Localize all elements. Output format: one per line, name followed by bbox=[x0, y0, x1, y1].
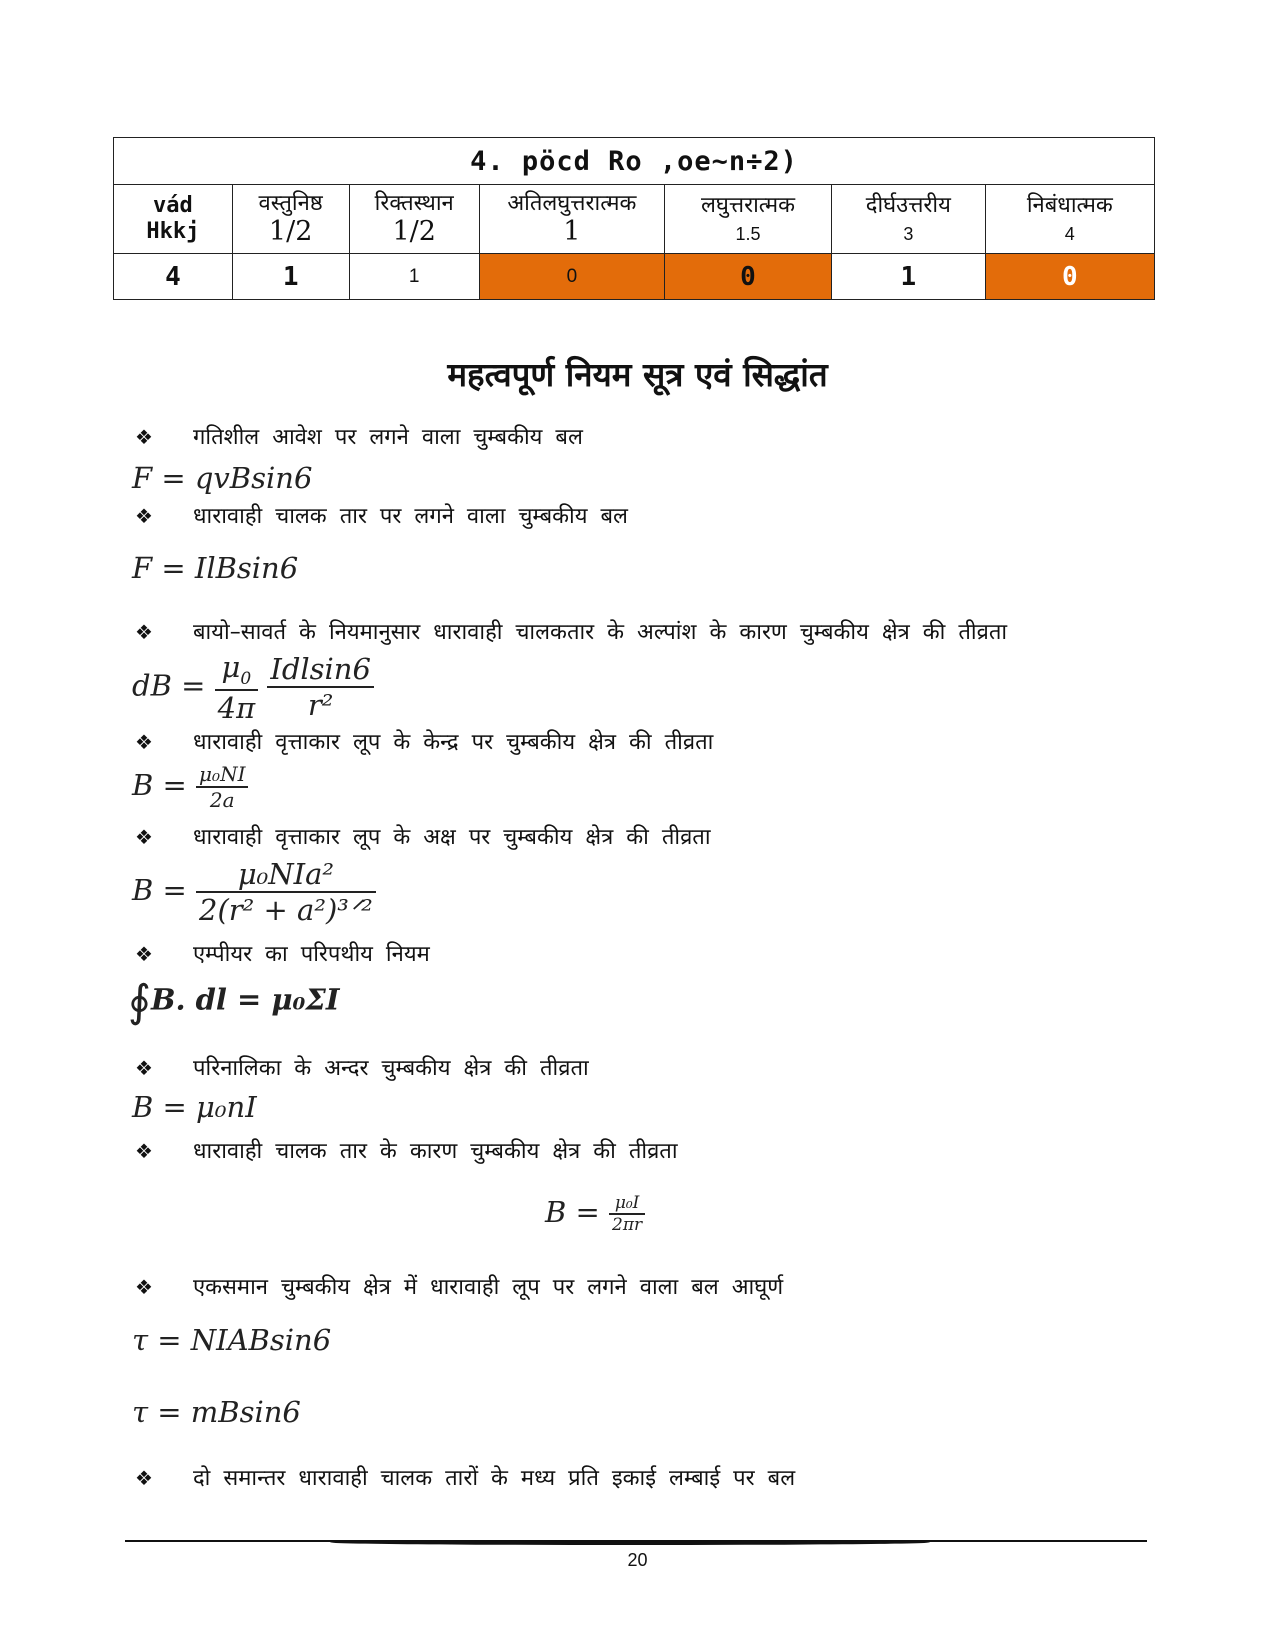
bullet-text: एकसमान चुम्बकीय क्षेत्र में धारावाही लूप पर लगने वाला बल आघूर्ण bbox=[193, 1275, 784, 1300]
header-name: दीर्घउत्तरीय bbox=[865, 193, 951, 218]
value-total: 4 bbox=[114, 254, 233, 300]
eq-denominator: 2(r² + a²)³ᐟ² bbox=[199, 893, 373, 927]
eq-mu: μ bbox=[221, 650, 241, 684]
header-short bbox=[664, 185, 831, 254]
bullet-text: धारावाही वृत्ताकार लूप के अक्ष पर चुम्बकीय क्षेत्र की तीव्रता bbox=[193, 825, 711, 850]
footer-rule-thick bbox=[330, 1540, 930, 1545]
equation-torque-area: τ = NIABsin6 bbox=[132, 1323, 332, 1357]
marks-distribution-table bbox=[113, 137, 1155, 300]
eq-mu-subscript: 0 bbox=[240, 668, 252, 689]
header-objective bbox=[232, 185, 349, 254]
bullet-icon: ❖ bbox=[135, 1139, 153, 1163]
eq-denominator: 4π bbox=[217, 690, 256, 725]
header-name: अतिलघुत्तरात्मक bbox=[507, 190, 637, 216]
equation-straight-wire bbox=[545, 1193, 645, 1235]
header-name: निबंधात्मक bbox=[1026, 193, 1113, 218]
header-total-marks bbox=[114, 185, 233, 254]
header-marks: 1 bbox=[563, 216, 581, 248]
header-name: रिक्तस्थान bbox=[374, 190, 454, 216]
eq-numerator: Idlsin6 bbox=[267, 652, 374, 688]
bullet-text: धारावाही चालक तार पर लगने वाला चुम्बकीय बल bbox=[193, 504, 628, 529]
bullet-item bbox=[135, 938, 430, 968]
bullet-text: धारावाही चालक तार के कारण चुम्बकीय क्षेत्र की तीव्रता bbox=[193, 1139, 678, 1164]
value-long: 1 bbox=[832, 254, 986, 300]
header-name: वस्तुनिष्ठ bbox=[258, 190, 323, 216]
eq-fraction bbox=[196, 762, 248, 812]
eq-lhs: B = bbox=[132, 768, 187, 802]
bullet-text: धारावाही वृत्ताकार लूप के केन्द्र पर चुम्बकीय क्षेत्र की तीव्रता bbox=[193, 730, 714, 755]
eq-lhs: B = bbox=[132, 873, 187, 907]
bullet-icon: ❖ bbox=[135, 504, 153, 528]
header-long bbox=[832, 185, 986, 254]
eq-numerator: μ₀NIa² bbox=[196, 857, 376, 893]
eq-denominator: 2a bbox=[209, 788, 235, 812]
bullet-item bbox=[135, 616, 1007, 646]
header-marks: 4 bbox=[1064, 224, 1075, 245]
bullet-icon: ❖ bbox=[135, 620, 153, 644]
eq-numerator: μ₀I bbox=[609, 1193, 645, 1215]
bullet-item bbox=[135, 500, 628, 530]
bullet-item bbox=[135, 726, 713, 756]
eq-denominator: 2πr bbox=[612, 1215, 643, 1235]
bullet-text: बायो–सावर्त के नियमानुसार धारावाही चालकतार के अल्पांश के कारण चुम्बकीय क्षेत्र की तीव्रता bbox=[193, 620, 1008, 645]
bullet-icon: ❖ bbox=[135, 825, 153, 849]
header-fill-blank bbox=[349, 185, 479, 254]
eq-fraction-element bbox=[267, 652, 374, 722]
value-objective: 1 bbox=[232, 254, 349, 300]
bullet-item bbox=[135, 1052, 589, 1082]
bullet-text: एम्पीयर का परिपथीय नियम bbox=[193, 942, 430, 967]
equation-torque-moment: τ = mBsin6 bbox=[132, 1395, 301, 1429]
equation-biot-savart bbox=[132, 650, 374, 725]
page-number: 20 bbox=[627, 1550, 648, 1570]
bullet-icon: ❖ bbox=[135, 1466, 153, 1490]
eq-fraction bbox=[196, 857, 376, 927]
equation-force-on-charge: F = qvBsin6 bbox=[132, 461, 313, 495]
bullet-text: दो समान्तर धारावाही चालक तारों के मध्य प्रति इकाई लम्बाई पर बल bbox=[193, 1466, 796, 1491]
header-marks: 1/2 bbox=[268, 216, 313, 248]
header-total-line1: vád bbox=[153, 192, 193, 218]
bullet-item bbox=[135, 1462, 795, 1492]
value-fill-blank: 1 bbox=[349, 254, 479, 300]
section-heading: महत्वपूर्ण नियम सूत्र एवं सिद्धांत bbox=[447, 355, 828, 394]
eq-fraction-constant bbox=[215, 650, 259, 725]
header-very-short bbox=[479, 185, 664, 254]
equation-force-on-wire: F = IlBsin6 bbox=[132, 551, 299, 585]
value-essay: 0 bbox=[985, 254, 1154, 300]
header-total-line2: Hkkj bbox=[146, 219, 200, 244]
bullet-text: परिनालिका के अन्दर चुम्बकीय क्षेत्र की तीव्रता bbox=[193, 1056, 589, 1081]
bullet-item bbox=[135, 821, 711, 851]
equation-solenoid: B = μ₀nI bbox=[132, 1090, 257, 1124]
table-title: 4. pöcd Ro ,oe~n÷2) bbox=[114, 138, 1155, 185]
header-marks: 3 bbox=[903, 224, 914, 245]
eq-lhs: dB = bbox=[132, 668, 206, 703]
header-name: लघुत्तरात्मक bbox=[700, 193, 796, 218]
value-very-short: 0 bbox=[479, 254, 664, 300]
eq-fraction bbox=[609, 1193, 645, 1235]
bullet-icon: ❖ bbox=[135, 1275, 153, 1299]
equation-loop-axis bbox=[132, 857, 376, 927]
integral-icon: ∮ bbox=[128, 976, 151, 1027]
header-marks: 1/2 bbox=[392, 216, 436, 248]
header-marks: 1.5 bbox=[735, 224, 761, 245]
bullet-icon: ❖ bbox=[135, 942, 153, 966]
bullet-icon: ❖ bbox=[135, 425, 153, 449]
equation-loop-center bbox=[132, 762, 248, 812]
bullet-item bbox=[135, 421, 583, 451]
eq-body: B. dl = μ₀ΣI bbox=[150, 982, 340, 1017]
bullet-icon: ❖ bbox=[135, 730, 153, 754]
bullet-text: गतिशील आवेश पर लगने वाला चुम्बकीय बल bbox=[193, 425, 583, 450]
eq-numerator bbox=[215, 650, 259, 691]
equation-ampere-law bbox=[128, 976, 339, 1027]
bullet-item bbox=[135, 1271, 783, 1301]
eq-lhs: B = bbox=[545, 1195, 600, 1229]
value-short: 0 bbox=[664, 254, 831, 300]
eq-numerator: μ₀NI bbox=[196, 762, 248, 788]
header-essay bbox=[985, 185, 1154, 254]
bullet-icon: ❖ bbox=[135, 1056, 153, 1080]
eq-denominator: r² bbox=[307, 688, 334, 723]
bullet-item bbox=[135, 1135, 678, 1165]
